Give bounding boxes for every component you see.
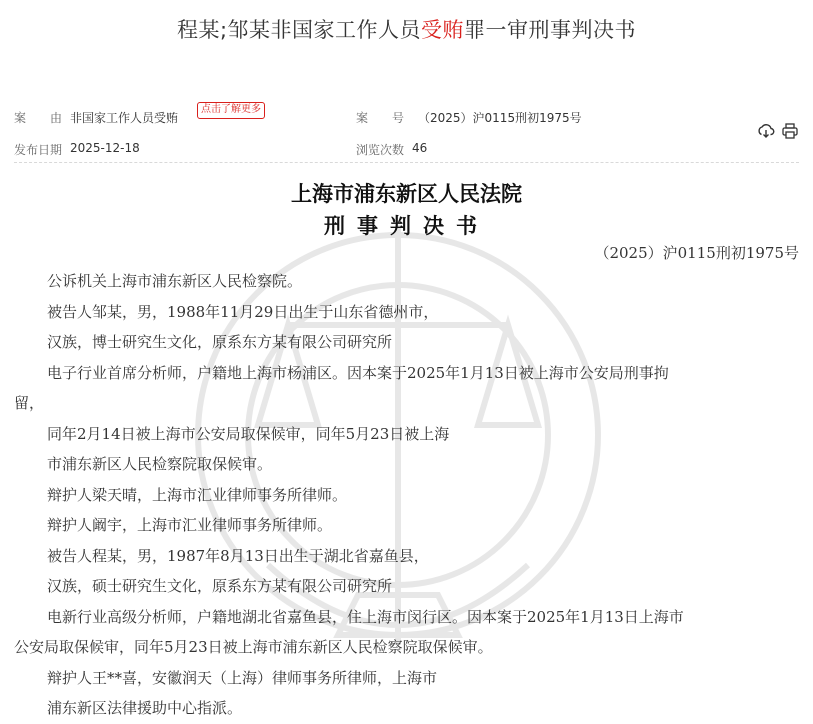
document-paragraph: 辩护人阚宇，上海市汇业律师事务所律师。	[47, 516, 333, 534]
document-body	[14, 266, 804, 724]
title-prefix: 程某;邹某非国家工作人员	[176, 18, 422, 42]
document-paragraph: 浦东新区法律援助中心指派。	[47, 699, 243, 717]
document-paragraph: 辩护人王**喜，安徽润天（上海）律师事务所律师，上海市	[47, 668, 438, 687]
document-type: 刑事判决书	[324, 214, 489, 238]
meta-divider	[14, 162, 799, 163]
download-icon[interactable]	[757, 122, 775, 140]
document-paragraph: 电子行业首席分析师，户籍地上海市杨浦区。因本案于2025年1月13日被上海市公安局刑事拘	[47, 363, 669, 382]
views-label: 浏览次数	[356, 143, 405, 157]
title-suffix: 罪一审刑事判决书	[464, 18, 637, 42]
document-paragraph: 公诉机关上海市浦东新区人民检察院。	[47, 272, 303, 290]
document-paragraph: 被告人程某，男，1987年8月13日出生于湖北省嘉鱼县，	[47, 546, 429, 565]
document-paragraph: 辩护人梁天晴，上海市汇业律师事务所律师。	[47, 485, 348, 504]
document-paragraph: 公安局取保候审，同年5月23日被上海市浦东新区人民检察院取保候审。	[14, 638, 493, 656]
page-title	[0, 14, 813, 44]
document-paragraph: 汉族，博士研究生文化，原系东方某有限公司研究所	[47, 333, 393, 351]
document-paragraph: 市浦东新区人民检察院取保候审。	[47, 455, 273, 473]
print-icon[interactable]	[781, 122, 799, 140]
document-paragraph: 汉族，硕士研究生文化，原系东方某有限公司研究所	[47, 577, 393, 595]
meta-row-cause	[14, 104, 799, 133]
document-paragraph: 留，	[14, 394, 45, 412]
document-paragraph: 同年2月14日被上海市公安局取保候审，同年5月23日被上海	[47, 424, 450, 443]
toolbar-icons	[755, 122, 799, 140]
document-case-number: （2025）沪0115刑初1975号	[594, 244, 799, 262]
document-paragraph: 被告人邹某，男，1988年11月29日出生于山东省德州市，	[47, 302, 439, 321]
title-highlight: 受贿	[421, 18, 465, 42]
more-info-link[interactable]: 点击了解更多	[197, 102, 265, 119]
caseno-label: 案 号	[356, 111, 405, 125]
caseno-value: （2025）沪0115刑初1975号	[418, 111, 582, 125]
cause-label: 案 由	[14, 111, 63, 125]
views-value: 46	[412, 141, 428, 155]
date-label: 发布日期	[14, 143, 63, 157]
document-paragraph: 电新行业高级分析师，户籍地湖北省嘉鱼县，住上海市闵行区。因本案于2025年1月13日上海市	[47, 607, 684, 626]
date-value: 2025-12-18	[70, 141, 140, 155]
cause-value: 非国家工作人员受贿	[70, 111, 179, 125]
court-name: 上海市浦东新区人民法院	[291, 182, 522, 206]
